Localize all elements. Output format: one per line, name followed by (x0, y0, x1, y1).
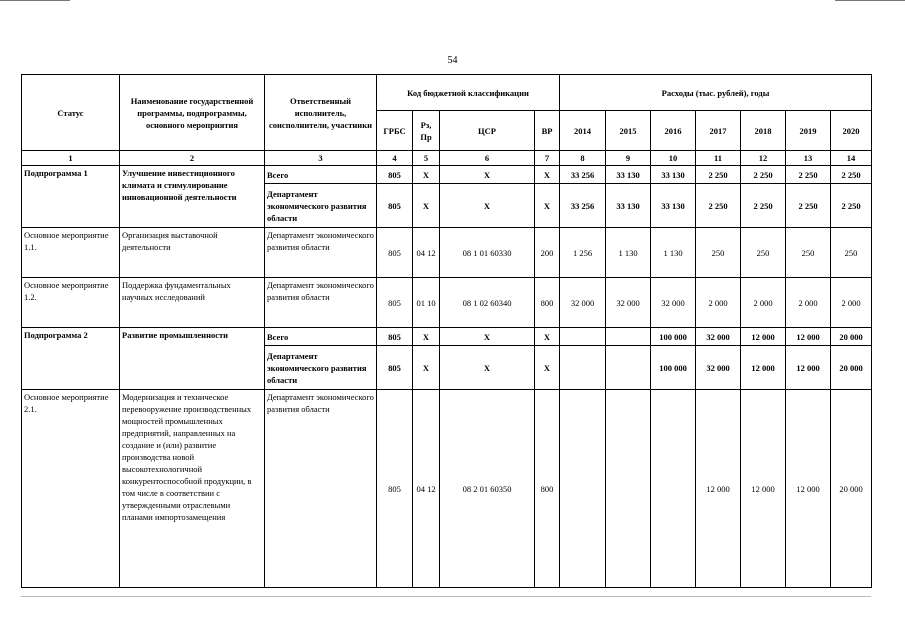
column-number: 4 (377, 151, 413, 166)
cell-csr: X (440, 346, 535, 390)
cell-vr: X (535, 166, 560, 184)
cell-csr: 08 1 01 60330 (440, 228, 535, 278)
row-responsible: Департамент экономического развития области (265, 278, 377, 328)
table-row (22, 166, 872, 184)
cell-rz: X (413, 184, 440, 228)
budget-table (21, 74, 872, 588)
cell-value: 20 000 (831, 390, 872, 588)
column-number: 13 (786, 151, 831, 166)
column-number: 9 (606, 151, 651, 166)
cell-value: 32 000 (696, 328, 741, 346)
page-number: 54 (447, 55, 458, 66)
row-status: Подпрограмма 1 (22, 166, 120, 228)
cell-value: 33 256 (560, 184, 606, 228)
row-status: Основное мероприятие 1.1. (22, 228, 120, 278)
cell-value: 100 000 (651, 346, 696, 390)
cell-grbs: 805 (377, 390, 413, 588)
cell-value (606, 346, 651, 390)
column-number-row (22, 151, 872, 166)
column-number: 5 (413, 151, 440, 166)
cell-value: 2 250 (696, 184, 741, 228)
header-name: Наименование государственной программы, подпрограммы, основного мероприятия (120, 75, 265, 151)
row-responsible: Департамент экономического развития области (265, 346, 377, 390)
header-year: 2015 (606, 111, 651, 151)
row-name: Модернизация и техническое перевооружение производственных мощностей промышленных предприятий, направленных на создание и (или) развитие производства новой высокотехнологичной конкурентоспособной продукции, в том числе в соответствии с утвержденными отраслевыми планами импортозамещения (120, 390, 265, 588)
cell-value: 20 000 (831, 328, 872, 346)
cell-grbs: 805 (377, 328, 413, 346)
cell-value: 2 250 (696, 166, 741, 184)
header-year: 2019 (786, 111, 831, 151)
cell-value: 2 250 (786, 166, 831, 184)
cell-vr: X (535, 328, 560, 346)
cell-csr: 08 2 01 60350 (440, 390, 535, 588)
cell-value: 250 (741, 228, 786, 278)
cell-value: 1 130 (606, 228, 651, 278)
cell-csr: X (440, 328, 535, 346)
cell-rz: X (413, 346, 440, 390)
header-year: 2020 (831, 111, 872, 151)
header-status: Статус (22, 75, 120, 151)
cell-value: 2 250 (786, 184, 831, 228)
top-rule-left (0, 0, 70, 1)
row-responsible: Департамент экономического развития области (265, 184, 377, 228)
cell-value: 32 000 (606, 278, 651, 328)
cell-csr: X (440, 184, 535, 228)
cell-value: 250 (786, 228, 831, 278)
cell-value: 250 (696, 228, 741, 278)
column-number: 7 (535, 151, 560, 166)
header-csr: ЦСР (440, 111, 535, 151)
cell-value: 2 000 (696, 278, 741, 328)
header-year: 2016 (651, 111, 696, 151)
header-year: 2018 (741, 111, 786, 151)
row-status: Подпрограмма 2 (22, 328, 120, 390)
cell-value: 12 000 (696, 390, 741, 588)
cell-vr: 200 (535, 228, 560, 278)
cell-value: 33 130 (606, 166, 651, 184)
cell-value: 32 000 (651, 278, 696, 328)
cell-value: 250 (831, 228, 872, 278)
table-row (22, 278, 872, 328)
cell-csr: X (440, 166, 535, 184)
cell-rz: 04 12 (413, 390, 440, 588)
row-name: Развитие промышленности (120, 328, 265, 390)
header-year: 2014 (560, 111, 606, 151)
cell-value: 12 000 (741, 390, 786, 588)
cell-value: 32 000 (560, 278, 606, 328)
cell-value: 20 000 (831, 346, 872, 390)
cell-vr: 800 (535, 390, 560, 588)
cell-csr: 08 1 02 60340 (440, 278, 535, 328)
cell-rz: X (413, 328, 440, 346)
header-year: 2017 (696, 111, 741, 151)
cell-value: 100 000 (651, 328, 696, 346)
cell-value: 2 250 (741, 184, 786, 228)
header-rz: Рз, Пр (413, 111, 440, 151)
row-name: Поддержка фундаментальных научных исследований (120, 278, 265, 328)
table-row (22, 390, 872, 588)
cell-rz: 04 12 (413, 228, 440, 278)
cell-value (606, 390, 651, 588)
row-responsible: Департамент экономического развития области (265, 390, 377, 588)
row-name: Организация выставочной деятельности (120, 228, 265, 278)
cell-value: 33 130 (651, 166, 696, 184)
cell-value: 2 250 (831, 166, 872, 184)
cell-value: 12 000 (741, 346, 786, 390)
cell-rz: X (413, 166, 440, 184)
cell-value: 33 130 (651, 184, 696, 228)
header-responsible: Ответственный исполнитель, соисполнители, участники (265, 75, 377, 151)
cell-vr: X (535, 184, 560, 228)
header-vr: ВР (535, 111, 560, 151)
column-number: 3 (265, 151, 377, 166)
cell-value: 33 256 (560, 166, 606, 184)
cell-value (560, 328, 606, 346)
bottom-rule (21, 596, 871, 597)
column-number: 14 (831, 151, 872, 166)
row-responsible: Департамент экономического развития области (265, 228, 377, 278)
column-number: 10 (651, 151, 696, 166)
top-rule-right (835, 0, 905, 1)
cell-value: 2 000 (786, 278, 831, 328)
cell-value (560, 346, 606, 390)
cell-value: 2 000 (831, 278, 872, 328)
column-number: 8 (560, 151, 606, 166)
row-status: Основное мероприятие 2.1. (22, 390, 120, 588)
cell-value: 12 000 (786, 346, 831, 390)
cell-grbs: 805 (377, 228, 413, 278)
table-row (22, 328, 872, 346)
cell-value: 12 000 (786, 390, 831, 588)
column-number: 1 (22, 151, 120, 166)
cell-value: 2 250 (831, 184, 872, 228)
header-grbs: ГРБС (377, 111, 413, 151)
cell-value: 32 000 (696, 346, 741, 390)
cell-value (560, 390, 606, 588)
header-row-1 (22, 75, 872, 111)
column-number: 12 (741, 151, 786, 166)
cell-grbs: 805 (377, 166, 413, 184)
cell-grbs: 805 (377, 184, 413, 228)
cell-value: 1 130 (651, 228, 696, 278)
cell-value (651, 390, 696, 588)
cell-value: 1 256 (560, 228, 606, 278)
row-name: Улучшение инвестиционного климата и стимулирование инновационной деятельности (120, 166, 265, 228)
column-number: 6 (440, 151, 535, 166)
cell-value (606, 328, 651, 346)
cell-value: 12 000 (786, 328, 831, 346)
table-row (22, 228, 872, 278)
column-number: 11 (696, 151, 741, 166)
header-budget-code: Код бюджетной классификации (377, 75, 560, 111)
cell-vr: X (535, 346, 560, 390)
column-number: 2 (120, 151, 265, 166)
cell-vr: 800 (535, 278, 560, 328)
header-expenses: Расходы (тыс. рублей), годы (560, 75, 872, 111)
row-responsible: Всего (265, 166, 377, 184)
cell-value: 33 130 (606, 184, 651, 228)
cell-grbs: 805 (377, 278, 413, 328)
cell-value: 2 250 (741, 166, 786, 184)
cell-value: 12 000 (741, 328, 786, 346)
cell-value: 2 000 (741, 278, 786, 328)
row-responsible: Всего (265, 328, 377, 346)
cell-grbs: 805 (377, 346, 413, 390)
row-status: Основное мероприятие 1.2. (22, 278, 120, 328)
cell-rz: 01 10 (413, 278, 440, 328)
